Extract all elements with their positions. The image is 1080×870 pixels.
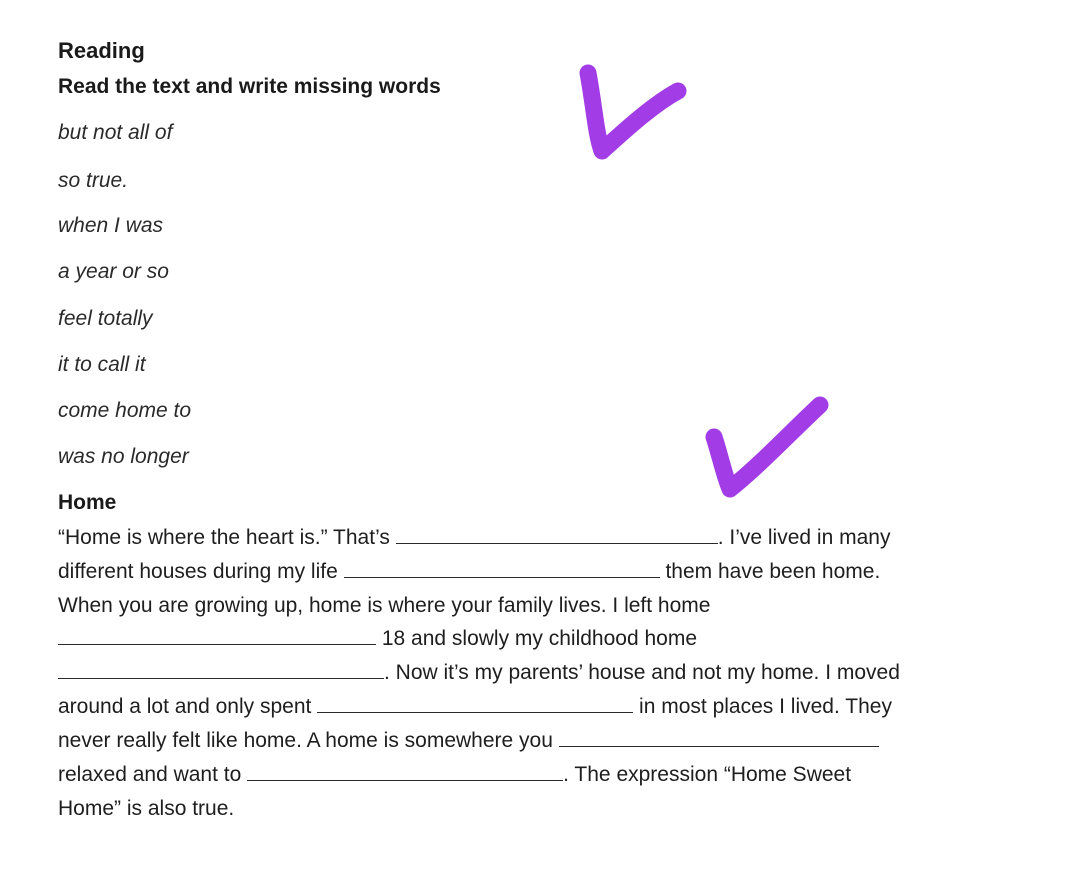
word-bank-item: come home to: [58, 399, 192, 422]
answer-blank[interactable]: [247, 762, 563, 781]
word-bank-item: it to call it: [58, 353, 146, 376]
passage-title: Home: [58, 491, 117, 514]
answer-blank[interactable]: [396, 525, 718, 544]
checkmark-icon: [560, 55, 710, 175]
passage-text: Home” is also true.: [58, 797, 235, 820]
passage-text: 18 and slowly my childhood home: [381, 627, 698, 650]
passage-text: . I’ve lived in many: [717, 526, 891, 549]
passage-line: [58, 593, 710, 619]
section-title: Reading: [58, 38, 145, 63]
checkmark-icon: [690, 385, 850, 515]
passage-line: [58, 694, 892, 720]
passage-text: . Now it’s my parents’ house and not my home. I moved: [384, 661, 900, 684]
answer-blank[interactable]: [344, 559, 660, 578]
passage-text: them have been home.: [665, 560, 881, 583]
instruction-text: Read the text and write missing words: [58, 75, 441, 98]
word-bank-item: but not all of: [58, 121, 173, 144]
passage-line: [58, 796, 234, 822]
word-bank-item: a year or so: [58, 260, 169, 283]
passage-text: around a lot and only spent: [58, 695, 312, 718]
passage-line: [58, 762, 851, 788]
passage-line: [58, 559, 880, 585]
passage-text: relaxed and want to: [58, 763, 242, 786]
answer-blank[interactable]: [559, 728, 879, 747]
answer-blank[interactable]: [317, 694, 633, 713]
word-bank-item: when I was: [58, 214, 164, 237]
passage-line: [58, 660, 900, 686]
passage-text: “Home is where the heart is.” That’s: [58, 526, 390, 549]
word-bank-item: was no longer: [58, 445, 189, 468]
passage-text: never really felt like home. A home is somewhere you: [58, 729, 553, 752]
answer-blank[interactable]: [58, 626, 376, 645]
passage-text: When you are growing up, home is where your family lives. I left home: [58, 594, 711, 617]
passage-text: different houses during my life: [58, 560, 338, 583]
passage-line: [58, 525, 890, 551]
passage-text: in most places I lived. They: [639, 695, 892, 718]
word-bank-item: feel totally: [58, 307, 153, 330]
passage-line: [58, 728, 879, 754]
passage-text: . The expression “Home Sweet: [563, 763, 852, 786]
passage-line: [58, 626, 697, 652]
answer-blank[interactable]: [58, 660, 384, 679]
word-bank-item: so true.: [58, 169, 129, 192]
